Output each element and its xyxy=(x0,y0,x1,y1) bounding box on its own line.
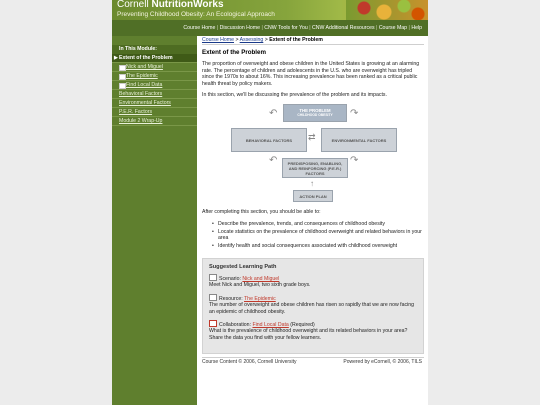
sidebar-item-label: Behavioral Factors xyxy=(119,91,163,97)
double-arrow-icon: ⇄ xyxy=(308,132,316,142)
brand-name: NutritionWorks xyxy=(151,0,224,10)
resource-icon xyxy=(209,294,217,301)
curved-arrow-icon: ↶ xyxy=(269,155,278,166)
curved-arrow-icon: ↷ xyxy=(350,155,359,166)
nav-course-map[interactable]: Course Map xyxy=(378,25,408,31)
sidebar-item-label: Extent of the Problem xyxy=(119,55,173,61)
intro-paragraph: The proportion of overweight and obese children in the United States is growing at an alarming rate. The percentage of children and adolescents in the U.S. who are overweight has tripled since the 1970s to about 16%. This increasing prevalence has been ranked as a critical public health threat by policy makers. xyxy=(202,61,420,87)
sidebar-item-module-wrap-up[interactable] xyxy=(112,117,197,126)
footer xyxy=(202,357,424,366)
breadcrumb-section-link[interactable]: Assessing xyxy=(239,37,264,43)
sidebar-item-per-factors[interactable] xyxy=(112,108,197,117)
footer-copyright: Course Content © 2006, Cornell University xyxy=(202,359,297,365)
sidebar-item-find-local-data[interactable] xyxy=(112,81,197,90)
objectives-label: After completing this section, you should be able to: xyxy=(202,209,321,215)
breadcrumb: Course Home > Assessing > Extent of the Problem xyxy=(202,36,424,45)
objectives-list xyxy=(212,221,424,251)
collaboration-link[interactable]: Find Local Data xyxy=(252,322,289,328)
sidebar-item-environmental-factors[interactable] xyxy=(112,99,197,108)
curved-arrow-icon: ↶ xyxy=(269,108,278,119)
nav-cnw-resources[interactable]: CNW Additional Resources xyxy=(311,25,375,31)
scenario-desc: Meet Nick and Miguel, two sixth grade boys. xyxy=(209,282,311,288)
vegetables-image xyxy=(346,0,428,20)
sidebar-heading: In This Module: xyxy=(112,45,197,54)
nav-cnw-tools[interactable]: CNW Tools for You xyxy=(264,25,308,31)
breadcrumb-current: Extent of the Problem xyxy=(269,37,323,43)
footer-powered-by: Powered by eCornell, © 2006, TILS xyxy=(343,359,422,365)
sidebar-item-the-epidemic[interactable] xyxy=(112,72,197,81)
learning-path-box xyxy=(202,258,424,354)
resource-icon xyxy=(119,74,126,80)
scenario-icon xyxy=(209,274,217,281)
diagram-per-box: PREDISPOSING, ENABLING, AND REINFORCING (P.E.R.) FACTORS xyxy=(282,158,348,178)
scenario-row: Scenario: Nick and Miguel xyxy=(209,274,419,283)
arrow-right-icon: ▶ xyxy=(114,55,118,61)
sidebar-item-label: Nick and Miguel xyxy=(126,64,163,70)
diagram-problem-box: THE PROBLEM CHILDHOOD OBESITY xyxy=(283,104,347,122)
list-item: • Identify health and social consequences associated with childhood overweight xyxy=(212,243,424,250)
list-item: • Describe the prevalence, trends, and consequences of childhood obesity xyxy=(212,221,424,228)
nav-discussion-home[interactable]: Discussion Home xyxy=(219,25,261,31)
sidebar-item-label: P.E.R. Factors xyxy=(119,109,153,115)
diagram-action-box: ACTION PLAN xyxy=(293,190,333,202)
sidebar-item-label: Module 2 Wrap-Up xyxy=(119,118,163,124)
ecological-diagram xyxy=(231,104,397,202)
brand-prefix: Cornell xyxy=(117,0,149,10)
tagline: Preventing Childhood Obesity: An Ecological Approach xyxy=(117,11,275,18)
collaboration-icon xyxy=(209,320,217,327)
top-nav: Course Home | Discussion Home | CNW Tools for You | CNW Additional Resources | Course Map | Help xyxy=(112,20,428,36)
sidebar-item-extent-of-problem[interactable] xyxy=(112,54,197,63)
diagram-environmental-box: ENVIRONMENTAL FACTORS xyxy=(321,128,397,152)
header-banner xyxy=(112,0,428,20)
scenario-icon xyxy=(119,65,126,71)
collaboration-row: Collaboration: Find Local Data (Required) xyxy=(209,320,419,329)
sidebar-item-label: Environmental Factors xyxy=(119,100,171,106)
brand-logo[interactable] xyxy=(117,0,224,10)
sidebar xyxy=(112,36,197,405)
learning-path-title: Suggested Learning Path xyxy=(209,264,277,270)
sidebar-item-nick-and-miguel[interactable] xyxy=(112,63,197,72)
diagram-behavioral-box: BEHAVIORAL FACTORS xyxy=(231,128,307,152)
arrow-up-icon: ↑ xyxy=(310,179,314,188)
curved-arrow-icon: ↷ xyxy=(350,108,359,119)
list-item: • Locate statistics on the prevalence of childhood overweight and related behaviors in your area xyxy=(212,229,424,242)
scenario-link[interactable]: Nick and Miguel xyxy=(242,276,280,282)
sidebar-item-label: The Epidemic xyxy=(126,73,158,79)
collaboration-desc: What is the prevalence of childhood overweight and its related behaviors in your area? Share the data you find with your fellow learners. xyxy=(209,328,408,341)
nav-help[interactable]: Help xyxy=(411,25,422,31)
sidebar-item-behavioral-factors[interactable] xyxy=(112,90,197,99)
resource-desc: The number of overweight and obese children has risen so rapidly that we are now facing an epidemic of childhood obesity. xyxy=(209,302,415,315)
page-title: Extent of the Problem xyxy=(202,49,266,56)
page xyxy=(112,0,428,405)
resource-row: Resource: The Epidemic xyxy=(209,294,419,303)
breadcrumb-home-link[interactable]: Course Home xyxy=(202,37,235,43)
nav-course-home[interactable]: Course Home xyxy=(183,25,216,31)
collaboration-icon xyxy=(119,83,126,89)
resource-link[interactable]: The Epidemic xyxy=(244,296,276,302)
intro-paragraph-2: In this section, we'll be discussing the prevalence of the problem and its impacts. xyxy=(202,92,387,98)
sidebar-item-label: Find Local Data xyxy=(126,82,163,88)
